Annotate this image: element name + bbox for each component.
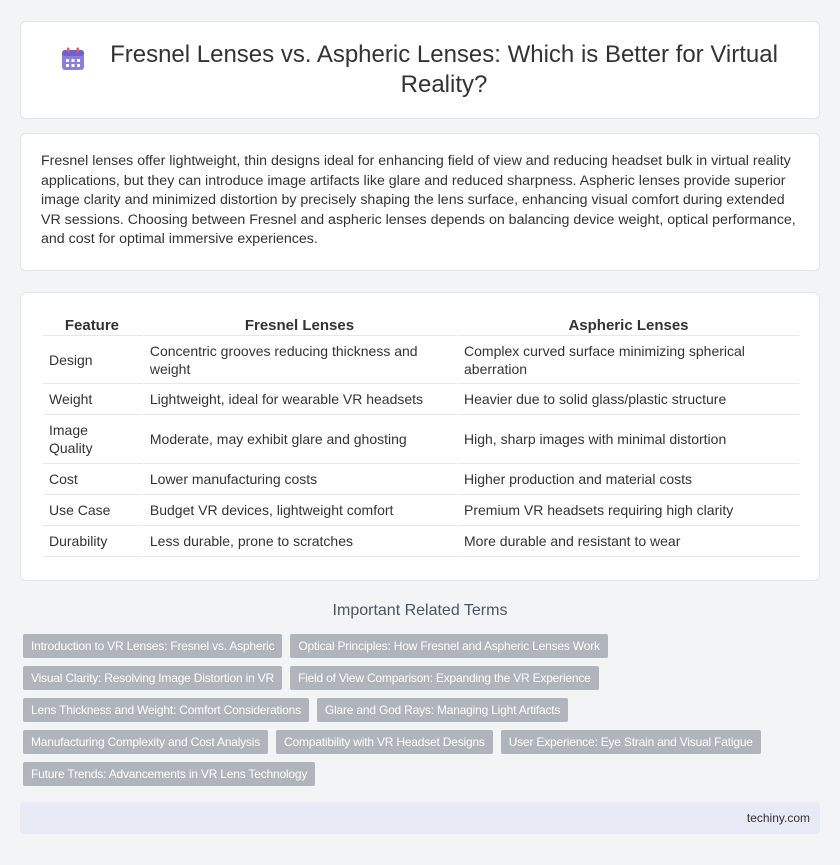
table-row [43,336,799,384]
table-header-row [43,307,799,336]
title-card [20,21,820,119]
cell-fresnel: Lower manufacturing costs [144,464,458,495]
related-terms-list [23,634,823,794]
related-term-tag[interactable]: Future Trends: Advancements in VR Lens Technology [23,762,315,786]
cell-aspheric: Higher production and material costs [458,464,799,495]
cell-fresnel: Moderate, may exhibit glare and ghosting [144,415,458,464]
header-aspheric: Aspheric Lenses [458,307,799,336]
footer [20,802,820,834]
cell-fresnel: Lightweight, ideal for wearable VR headsets [144,384,458,415]
related-term-tag[interactable]: Compatibility with VR Headset Designs [276,730,493,754]
cell-fresnel: Concentric grooves reducing thickness and weight [144,336,458,384]
cell-aspheric: More durable and resistant to wear [458,526,799,557]
cell-feature: Durability [43,526,144,557]
cell-aspheric: Premium VR headsets requiring high clarity [458,495,799,526]
cell-feature: Cost [43,464,144,495]
cell-feature: Weight [43,384,144,415]
table-row [43,415,799,464]
table-row [43,495,799,526]
related-term-tag[interactable]: Glare and God Rays: Managing Light Artifacts [317,698,568,722]
related-term-tag[interactable]: Field of View Comparison: Expanding the VR Experience [290,666,599,690]
comparison-card [20,292,820,581]
intro-paragraph: Fresnel lenses offer lightweight, thin designs ideal for enhancing field of view and reducing headset bulk in virtual reality applications, but they can introduce image artifacts like glare and reduced sharpness. Aspheric lenses provide superior image clarity and minimized distortion by precisely shaping the lens surface, enhancing visual comfort during extended VR sessions. Choosing between Fresnel and aspheric lenses depends on balancing device weight, optical performance, and cost for optimal immersive experiences. [41,153,796,248]
page-title: Fresnel Lenses vs. Aspheric Lenses: Which is Better for Virtual Reality? [110,41,778,98]
related-terms-title: Important Related Terms [332,602,508,619]
cell-feature: Use Case [43,495,144,526]
related-term-tag[interactable]: Visual Clarity: Resolving Image Distortion in VR [23,666,282,690]
header-fresnel: Fresnel Lenses [144,307,458,336]
table-row [43,464,799,495]
cell-feature: Design [43,336,144,384]
calendar-icon [60,46,86,72]
cell-aspheric: High, sharp images with minimal distortion [458,415,799,464]
related-term-tag[interactable]: Lens Thickness and Weight: Comfort Considerations [23,698,309,722]
table-row [43,526,799,557]
comparison-table [43,307,799,557]
cell-fresnel: Budget VR devices, lightweight comfort [144,495,458,526]
footer-site[interactable]: techiny.com [746,811,810,825]
cell-aspheric: Heavier due to solid glass/plastic structure [458,384,799,415]
header-feature: Feature [43,307,144,336]
related-term-tag[interactable]: Manufacturing Complexity and Cost Analysis [23,730,268,754]
related-term-tag[interactable]: Optical Principles: How Fresnel and Aspheric Lenses Work [290,634,607,658]
cell-fresnel: Less durable, prone to scratches [144,526,458,557]
cell-aspheric: Complex curved surface minimizing spherical aberration [458,336,799,384]
table-row [43,384,799,415]
related-term-tag[interactable]: User Experience: Eye Strain and Visual Fatigue [501,730,761,754]
title-row [60,40,780,100]
cell-feature: Image Quality [43,415,144,464]
intro-card [20,133,820,271]
related-term-tag[interactable]: Introduction to VR Lenses: Fresnel vs. Aspheric [23,634,282,658]
